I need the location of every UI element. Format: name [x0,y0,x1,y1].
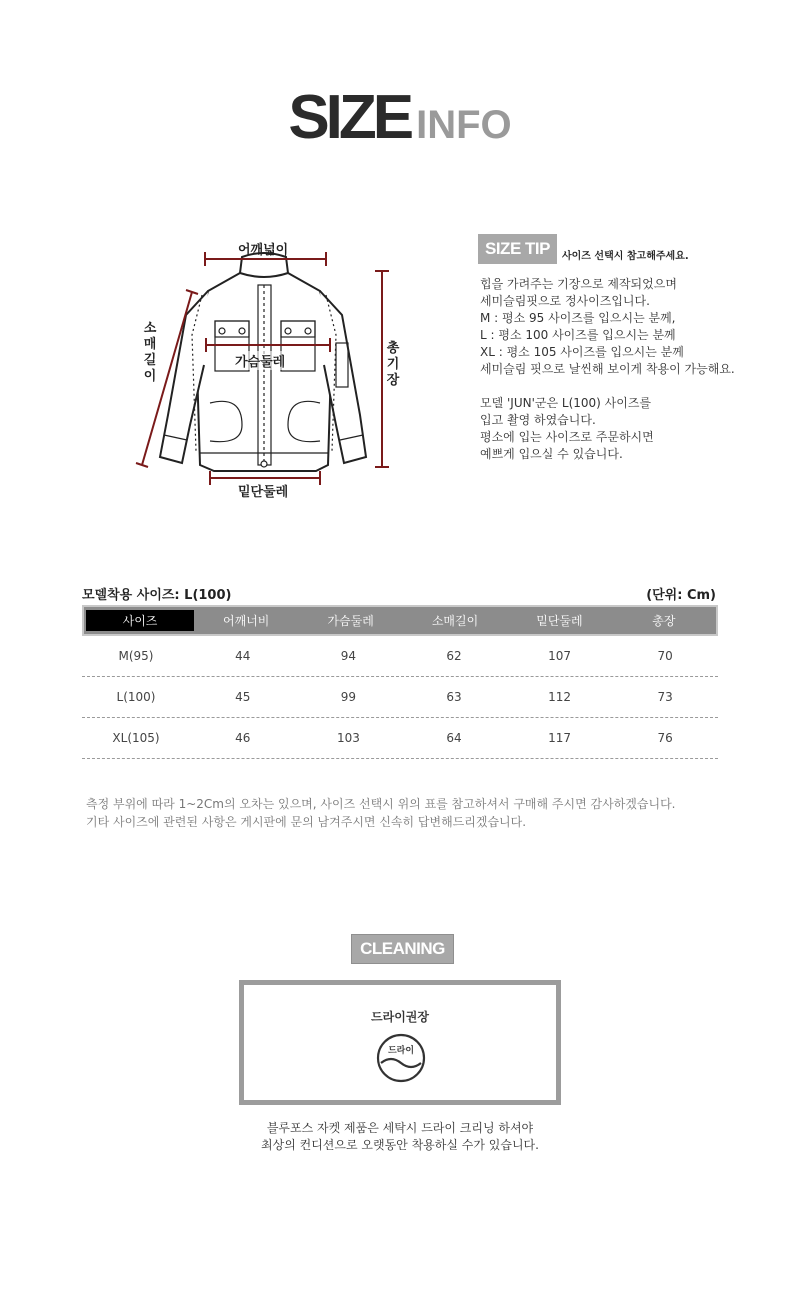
header-cell: 총장 [652,614,676,628]
model-line: 입고 촬영 하였습니다. [480,413,596,427]
cleaning-desc-line: 최상의 컨디션으로 오랫동안 착용하실 수가 있습니다. [261,1138,539,1152]
table-cell: 107 [548,649,572,663]
length-label: 총기장 [386,341,400,388]
header-cell: 밑단둘레 [536,614,583,628]
tip-line: 세미슬림핏으로 정사이즈입니다. [480,294,650,308]
chest-label: 가슴둘레 [235,351,285,370]
size-tip-body [480,276,735,463]
sleeve-label: 소매길이 [143,321,157,384]
table-caption: 모델착용 사이즈: L(100) [82,588,232,603]
table-cell: 70 [657,649,673,663]
table-cell: L(100) [116,690,156,704]
tip-line: XL : 평소 105 사이즈를 입으시는 분께 [480,345,684,359]
size-table [82,605,718,759]
page-title [0,82,800,153]
table-cell: 45 [235,690,251,704]
table-row [82,677,718,718]
note-line: 기타 사이즈에 관련된 사항은 게시판에 문의 남겨주시면 신속히 답변해드리겠습니다. [86,815,527,829]
cleaning-box-title: 드라이권장 [371,1010,429,1024]
note-line: 측정 부위에 따라 1~2Cm의 오차는 있으며, 사이즈 선택시 위의 표를 참고하셔서 구매해 주시면 감사하겠습니다. [86,797,676,811]
model-line: 예쁘게 입으실 수 있습니다. [480,447,623,461]
cleaning-desc-line: 블루포스 자켓 제품은 세탁시 드라이 크리닝 하셔야 [266,1121,534,1135]
table-header-row [82,605,718,636]
jacket-diagram [130,235,420,505]
header-cell: 소매길이 [431,614,479,628]
table-cell: 63 [446,690,462,704]
table-cell: M(95) [118,649,154,663]
header-cell: 가슴둘레 [327,614,374,628]
table-cell: 46 [235,731,251,745]
hem-label: 밑단둘레 [238,485,289,500]
table-cell: 112 [548,690,572,704]
size-tip-header [478,234,689,264]
tip-line: 세미슬림 핏으로 날씬해 보이게 착용이 가능해요. [480,362,735,376]
tip-line: M : 평소 95 사이즈를 입으시는 분께, [480,311,676,325]
table-cell: 44 [235,649,251,663]
dry-clean-icon [376,1033,426,1083]
measurement-notes [86,795,675,831]
dry-clean-icon-text: 드라이 [387,1046,415,1056]
table-cell: 99 [340,690,357,704]
cleaning-description [0,1120,800,1154]
table-cell: 76 [657,731,673,745]
size-tip-badge: SIZE TIP [478,234,557,264]
table-row [82,636,718,677]
jacket-illustration [130,235,420,505]
table-cell: 62 [446,649,462,663]
header-cell: 어깨너비 [223,614,270,628]
tip-line: 힙을 가려주는 기장으로 제작되었으며 [480,277,677,291]
size-tip-subtitle: 사이즈 선택시 참고해주세요. [561,251,689,262]
cleaning-box [239,980,561,1105]
table-cell: XL(105) [112,731,160,745]
title-info-text: INFO [416,103,512,147]
title-size-text: SIZE [288,83,411,152]
table-cell: 64 [446,731,462,745]
table-cell: 103 [336,731,360,745]
table-cell: 73 [657,690,673,704]
header-cell: 사이즈 [86,610,194,631]
table-cell: 117 [548,731,572,745]
model-line: 평소에 입는 사이즈로 주문하시면 [480,430,654,444]
model-line: 모델 'JUN'군은 L(100) 사이즈를 [480,396,652,410]
table-row [82,718,718,759]
cleaning-badge: CLEANING [351,934,454,964]
shoulder-label: 어깨넓이 [238,243,289,258]
table-unit: (단위: Cm) [646,588,716,603]
table-cell: 94 [340,649,357,663]
tip-line: L : 평소 100 사이즈를 입으시는 분께 [480,328,676,342]
